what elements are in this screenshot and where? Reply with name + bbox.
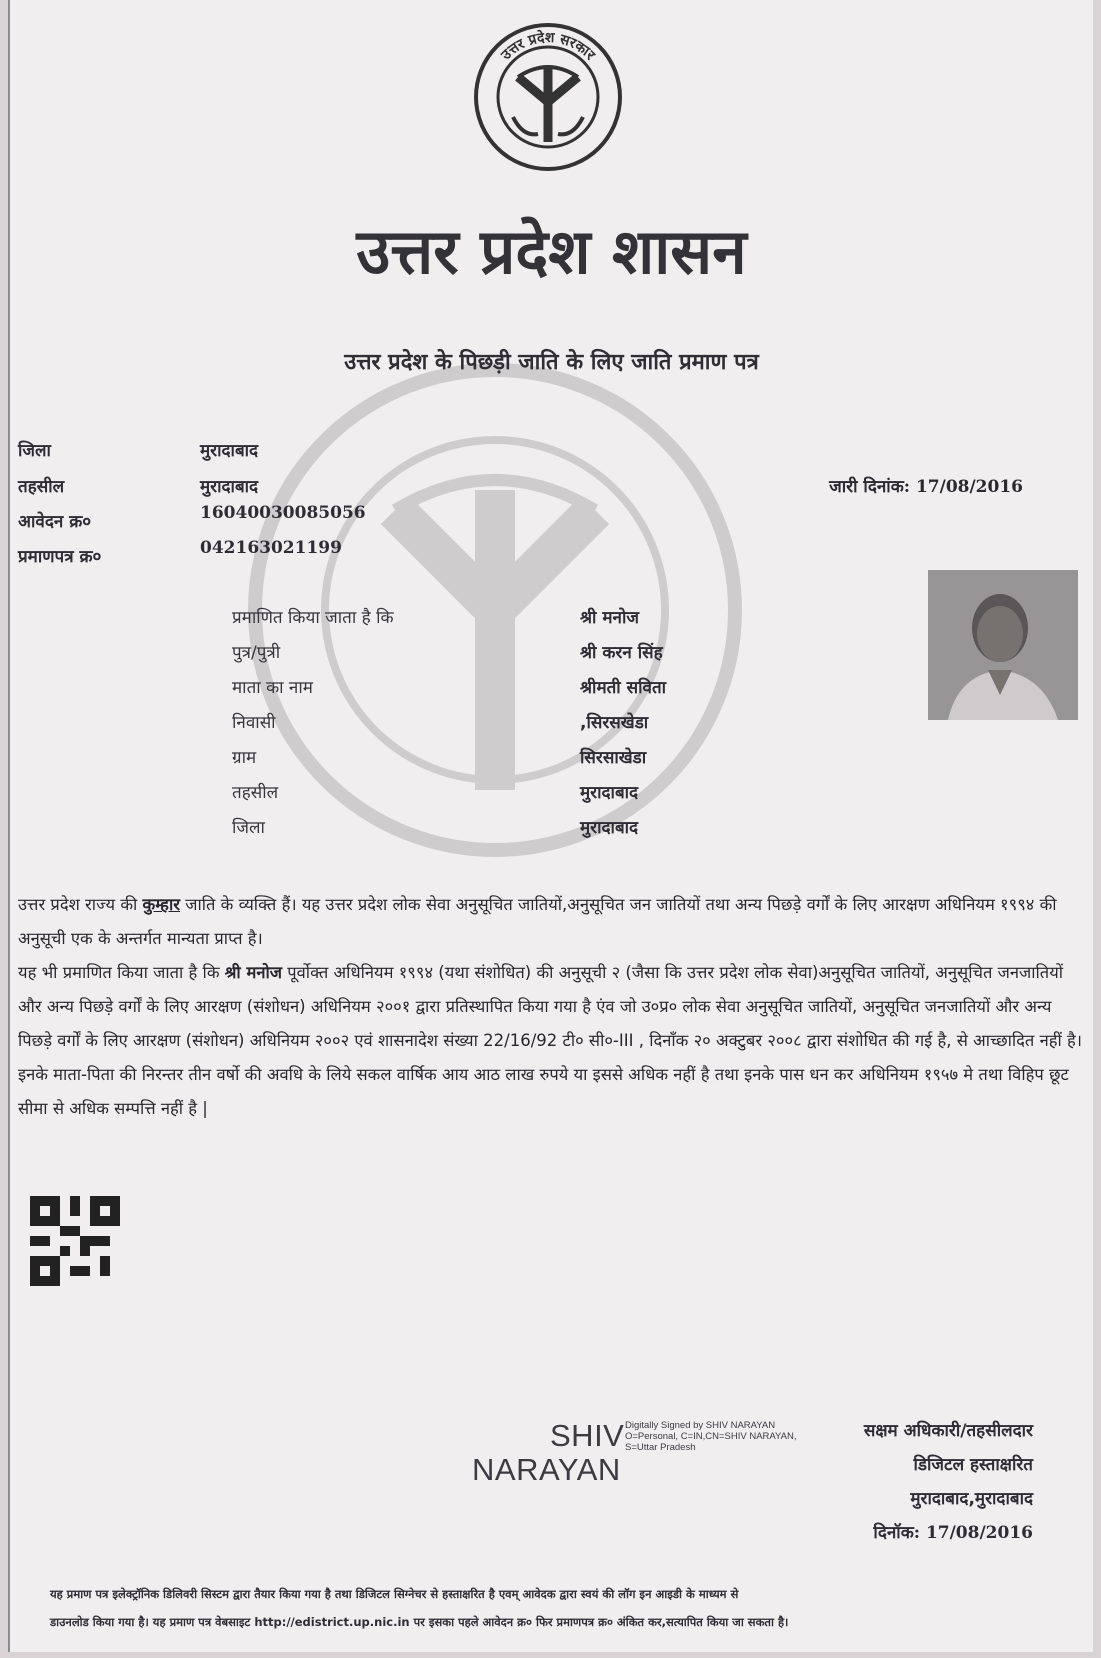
footer-note bbox=[50, 1580, 1090, 1636]
caste-name: कुम्हार bbox=[142, 895, 180, 914]
tehsil-value: मुरादाबाद bbox=[200, 477, 259, 497]
detail-label: निवासी bbox=[232, 713, 276, 733]
certificate-page bbox=[8, 0, 1093, 1652]
body-paragraph: यह भी प्रमाणित किया जाता है कि श्री मनोज पूर्वोक्त अधिनियम १९९४ (यथा संशोधित) की अनुसूची २ (जैसा कि उत्तर प्रदेश लोक सेवा)अनुसूचित जातियों, अनुसूचित जनजातियों और अन्य पिछड़े वर्गों के लिए आरक्षण (संशोधन) अधिनियम २००१ द्वारा प्रतिस्थापित किया गया है एंव जो उ०प्र० लोक सेवा अनुसूचित जातियों, अनुसूचित जनजातियों और अन्य पिछड़े वर्गों के लिए आरक्षण (संशोधन) अधिनियम २००२ एवं शासनादेश संख्या 22/16/92 टी० सी०-III , दिनाँक २० अक्टुबर २००८ द्वारा संशोधित की गई है, से आच्छादित नहीं है।इनके माता-पिता की निरन्तर तीन वर्षो की अवधि के लिये सकल वार्षिक आय आठ लाख रुपये या इससे अधिक नहीं है तथा इनके पास धन कर अधिनियम १९५७ मे तथा विहिप छूट सीमा से अधिक सम्पत्ति नहीं है | bbox=[18, 963, 1083, 1118]
application-no-label: आवेदन क्र० bbox=[18, 512, 92, 532]
detail-value: मुरादाबाद bbox=[580, 818, 639, 838]
detail-label: पुत्र/पुत्री bbox=[232, 643, 281, 663]
footer-line: यह प्रमाण पत्र इलेक्ट्रॉनिक डिलिवरी सिस्टम द्वारा तैयार किया गया है तथा डिजिटल सिग्नेचर से हस्ताक्षरित है एवम् आवेदक द्वारा स्वयं की लॉग इन आइडी के माध्यम से bbox=[50, 1587, 739, 1601]
officer-location: मुरादाबाद,मुरादाबाद bbox=[910, 1489, 1033, 1509]
officer-digital-sign: डिजिटल हस्ताक्षरित bbox=[913, 1455, 1033, 1475]
certificate-no-value: 042163021199 bbox=[200, 538, 342, 558]
detail-label: जिला bbox=[232, 818, 265, 838]
digital-signature-details: Digitally Signed by SHIV NARAYAN O=Personal, C=IN,CN=SHIV NARAYAN, S=Uttar Pradesh bbox=[625, 1420, 797, 1453]
certificate-body bbox=[18, 888, 1088, 1126]
detail-label: माता का नाम bbox=[232, 678, 313, 698]
issue-date: जारी दिनांक: 17/08/2016 bbox=[829, 477, 1023, 497]
application-no-value: 16040030085056 bbox=[200, 503, 366, 523]
svg-text:उत्तर प्रदेश सरकार: उत्तर प्रदेश सरकार bbox=[498, 29, 598, 64]
up-government-emblem-icon bbox=[473, 22, 623, 172]
qr-code-icon bbox=[30, 1196, 120, 1286]
applicant-photo bbox=[928, 570, 1078, 720]
detail-value: ,सिरसखेडा bbox=[580, 713, 649, 733]
footer-line: डाउनलोड किया गया है। यह प्रमाण पत्र वेबसाइट http://edistrict.up.nic.in पर इसका पहले आवेदन क्र० फिर प्रमाणपत्र क्र० अंकित कर,सत्यापित किया जा सकता है। bbox=[50, 1615, 789, 1629]
holder-name: श्री मनोज bbox=[224, 963, 282, 982]
detail-label: तहसील bbox=[232, 783, 279, 803]
officer-designation: सक्षम अधिकारी/तहसीलदार bbox=[863, 1421, 1033, 1441]
district-label: जिला bbox=[18, 441, 51, 461]
page-title: उत्तर प्रदेश शासन bbox=[356, 215, 747, 288]
signer-name-line2: NARAYAN bbox=[472, 1452, 621, 1487]
detail-value: मुरादाबाद bbox=[580, 783, 639, 803]
detail-value: श्रीमती सविता bbox=[580, 678, 667, 698]
tehsil-label: तहसील bbox=[18, 477, 65, 497]
certificate-subtitle: उत्तर प्रदेश के पिछड़ी जाति के लिए जाति प्रमाण पत्र bbox=[344, 350, 759, 375]
district-value: मुरादाबाद bbox=[200, 441, 259, 461]
detail-value: श्री करन सिंह bbox=[580, 643, 663, 663]
officer-date: दिनॉक: 17/08/2016 bbox=[873, 1523, 1033, 1543]
certificate-no-label: प्रमाणपत्र क्र० bbox=[18, 547, 102, 567]
detail-label: ग्राम bbox=[232, 748, 257, 768]
detail-value: सिरसाखेडा bbox=[580, 748, 647, 768]
body-paragraph: उत्तर प्रदेश राज्य की कुम्हार जाति के व्यक्ति हैं। यह उत्तर प्रदेश लोक सेवा अनुसूचित जातियों,अनुसूचित जन जातियों तथा अन्य पिछड़े वर्गों के लिए आरक्षण अधिनियम १९९४ की अनुसूची एक के अन्तर्गत मान्यता प्राप्त है। bbox=[18, 895, 1057, 948]
detail-label: प्रमाणित किया जाता है कि bbox=[232, 608, 394, 628]
detail-value: श्री मनोज bbox=[580, 608, 639, 628]
signer-name-line1: SHIV bbox=[550, 1418, 625, 1453]
